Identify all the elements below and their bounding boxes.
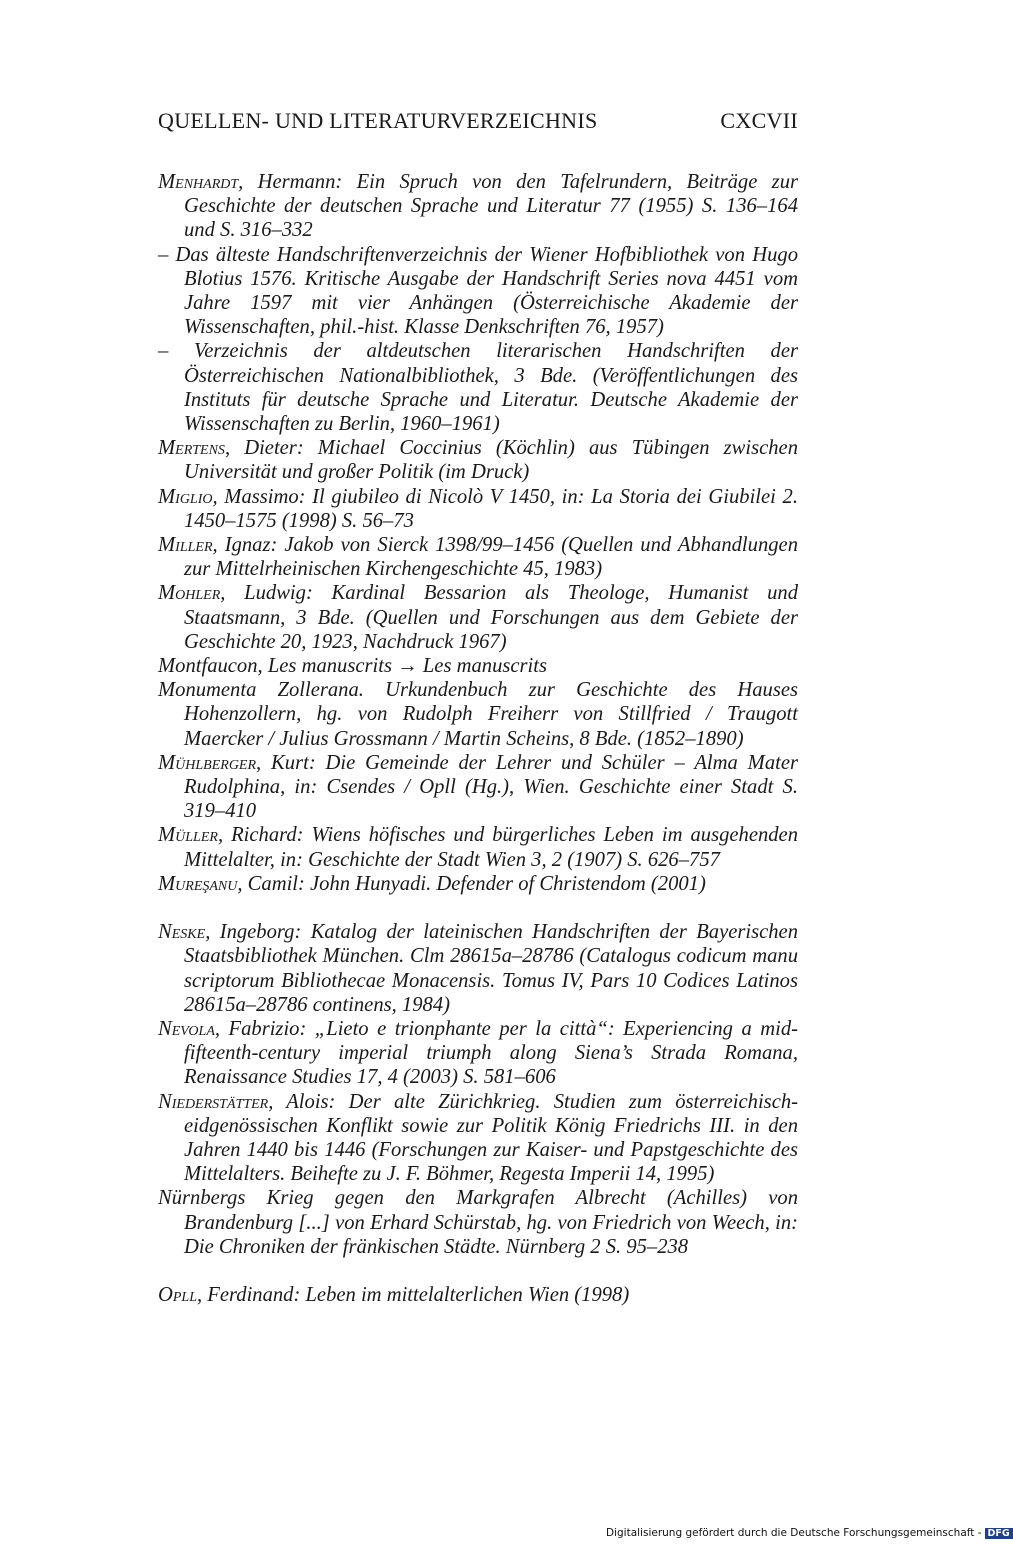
entry-text: Montfaucon, Les manuscrits → Les manuscrits bbox=[158, 655, 547, 678]
bibliography-entry bbox=[158, 581, 798, 654]
entry-text: , Ferdinand: Leben im mittelalterlichen Wien (1998) bbox=[197, 1283, 630, 1306]
entry-author: Neske bbox=[158, 921, 206, 944]
bibliography-entry bbox=[158, 436, 798, 484]
bibliography-entry bbox=[158, 654, 798, 678]
entry-author: Niederstätter bbox=[158, 1090, 269, 1113]
entry-text: , Hermann: Ein Spruch von den Tafelrundern, Beiträge zur Geschichte der deutschen Sprache und Literatur 77 (1955) S. 136–164 und S. 316–332 bbox=[184, 171, 798, 242]
bibliography-entry bbox=[158, 823, 798, 871]
bibliography-entry bbox=[158, 872, 798, 896]
bibliography-entry bbox=[158, 170, 798, 243]
dfg-logo: DFG bbox=[985, 1528, 1013, 1539]
entry-author: Mühlberger bbox=[158, 751, 257, 774]
entry-author: Miller bbox=[158, 534, 213, 557]
bibliography-entry bbox=[158, 751, 798, 824]
bibliography-entry bbox=[158, 920, 798, 1017]
entry-author: Opll bbox=[158, 1283, 197, 1306]
entry-text: , Kurt: Die Gemeinde der Lehrer und Schüler – Alma Mater Rudolphina, in: Csendes / Opll (Hg.), Wien. Geschichte einer Stadt S. 319–410 bbox=[184, 751, 798, 823]
entry-author: Menhardt bbox=[158, 171, 239, 193]
entry-text: , Fabrizio: „Lieto e trionphante per la città“: Experiencing a mid-fifteenth-century imperial triumph along Siena’s Strada Romana, Renaissance Studies 17, 4 (2003) S. 581–606 bbox=[184, 1017, 798, 1089]
entry-author: Müller bbox=[158, 824, 218, 847]
bibliography-entry bbox=[158, 1186, 798, 1259]
bibliography-entry bbox=[158, 533, 798, 581]
digitization-footer bbox=[606, 1527, 1010, 1541]
bibliography-entry bbox=[158, 678, 798, 751]
section-gap bbox=[158, 1259, 798, 1283]
entry-text: , Ignaz: Jakob von Sierck 1398/99–1456 (Quellen und Abhandlungen zur Mittelrheinischen Kirchengeschichte 45, 1983) bbox=[184, 534, 798, 581]
entry-text: , Dieter: Michael Coccinius (Köchlin) aus Tübingen zwischen Universität und großer Politik (im Druck) bbox=[184, 437, 798, 484]
bibliography-entry bbox=[158, 1283, 798, 1307]
bibliography-entry bbox=[158, 339, 798, 436]
bibliography-entry bbox=[158, 1090, 798, 1187]
entry-author: Mureşanu bbox=[158, 872, 238, 895]
bibliography-entry bbox=[158, 243, 798, 340]
footer-text: Digitalisierung gefördert durch die Deutsche Forschungsgemeinschaft - bbox=[606, 1527, 982, 1539]
entry-author: Nevola bbox=[158, 1017, 215, 1040]
bibliography-list bbox=[158, 170, 798, 1307]
bibliography-entry bbox=[158, 485, 798, 533]
entry-text: Nürnbergs Krieg gegen den Markgrafen Albrecht (Achilles) von Brandenburg [...] von Erhard Schürstab, hg. von Friedrich von Weech, in: Die Chroniken der fränkischen Städte. Nürnberg 2 S. 95–238 bbox=[158, 1187, 798, 1258]
entry-text: , Richard: Wiens höfisches und bürgerliches Leben im ausgehenden Mittelalter, in: Geschichte der Stadt Wien 3, 2 (1907) S. 626–757 bbox=[184, 824, 798, 871]
entry-text: – Das älteste Handschriftenverzeichnis der Wiener Hofbibliothek von Hugo Blotius 1576. Kritische Ausgabe der Handschrift Series nova 4451 vom Jahre 1597 mit vier Anhängen (Österreichische Akademie der Wissenschaften, phil.-hist. Klasse Denkschriften 76, 1957) bbox=[158, 243, 798, 339]
running-title: QUELLEN- UND LITERATURVERZEICHNIS bbox=[158, 108, 598, 133]
entry-text: , Ingeborg: Katalog der lateinischen Handschriften der Bayerischen Staatsbibliothek München. Clm 28615a–28786 (Catalogus codicum manu scriptorum Bibliothecae Monacensis. Tomus IV, Pars 10 Codices Latinos 28615a–28786 continens, 1984) bbox=[184, 921, 798, 1016]
entry-text: , Massimo: Il giubileo di Nicolò V 1450, in: La Storia dei Giubilei 2. 1450–1575 (1998) S. 56–73 bbox=[184, 485, 798, 532]
entry-author: Miglio bbox=[158, 485, 213, 508]
entry-text: – Verzeichnis der altdeutschen literarischen Handschriften der Österreichischen Nationalbibliothek, 3 Bde. (Veröffentlichungen des Instituts für deutsche Sprache und Literatur. Deutsche Akademie der Wissenschaften zu Berlin, 1960–1961) bbox=[158, 340, 798, 436]
entry-text: , Alois: Der alte Zürichkrieg. Studien zum österreichisch-eidgenössischen Konflikt sowie zur Politik König Friedrichs III. in den Jahren 1440 bis 1446 (Forschungen zur Kaiser- und Papstgeschichte des Mittelalters. Beihefte zu J. F. Böhmer, Regesta Imperii 14, 1995) bbox=[184, 1090, 798, 1186]
entry-text: Monumenta Zollerana. Urkundenbuch zur Geschichte des Hauses Hohenzollern, hg. von Rudolph Freiherr von Stillfried / Traugott Maercker / Julius Grossmann / Martin Scheins, 8 Bde. (1852–1890) bbox=[158, 679, 798, 750]
entry-author: Mertens bbox=[158, 437, 225, 460]
entry-text: , Ludwig: Kardinal Bessarion als Theologe, Humanist und Staatsmann, 3 Bde. (Quellen und Forschungen aus dem Gebiete der Geschichte 20, 1923, Nachdruck 1967) bbox=[184, 582, 798, 653]
entry-author: Mohler bbox=[158, 582, 221, 605]
bibliography-entry bbox=[158, 1017, 798, 1090]
section-gap bbox=[158, 896, 798, 920]
page-number: CXCVII bbox=[720, 108, 798, 133]
entry-text: , Camil: John Hunyadi. Defender of Christendom (2001) bbox=[237, 872, 706, 895]
